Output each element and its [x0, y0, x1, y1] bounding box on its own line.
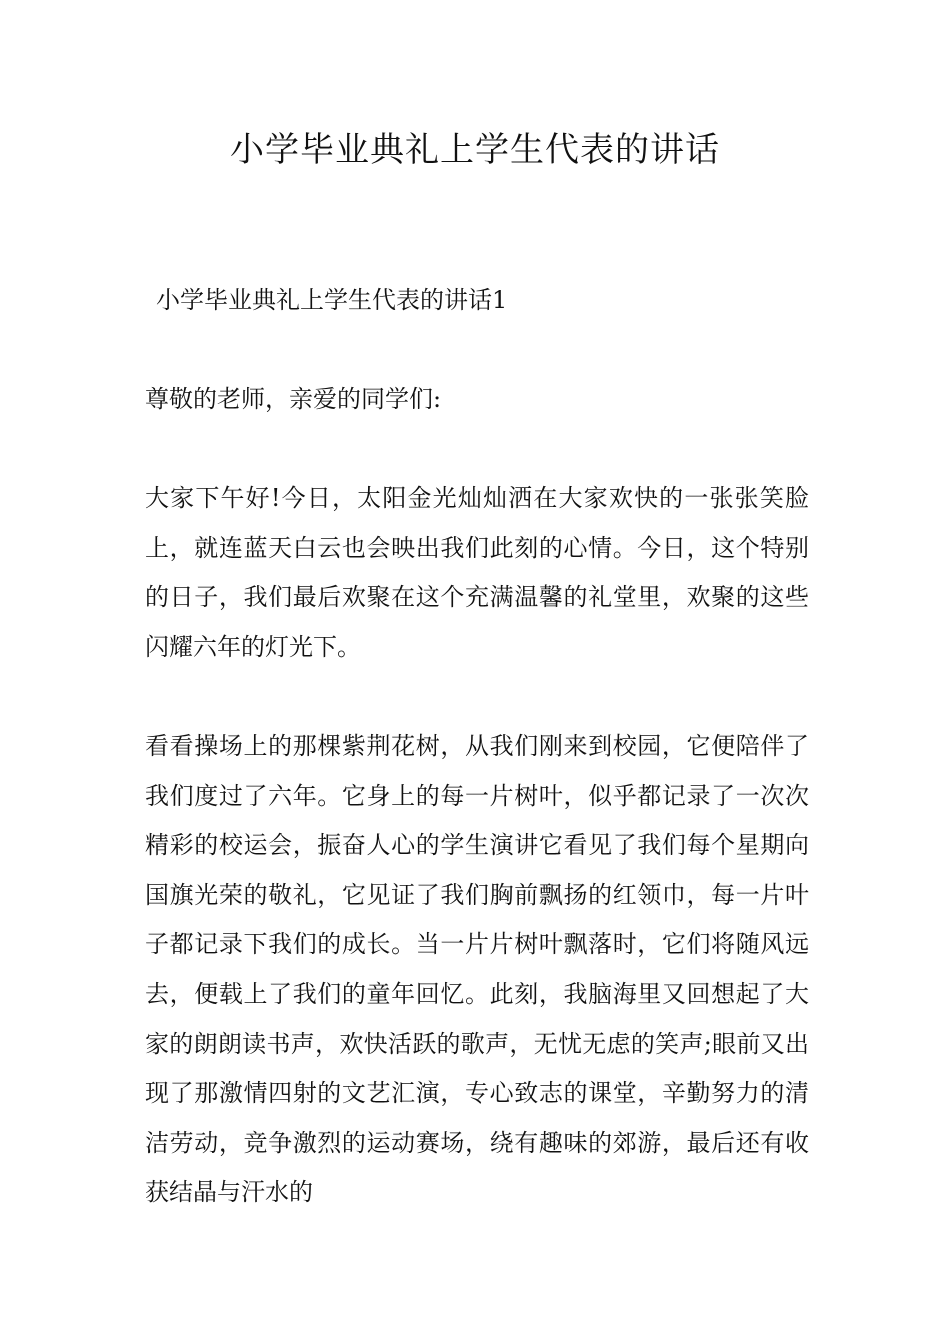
- section-heading: 小学毕业典礼上学生代表的讲话1: [156, 286, 508, 314]
- paragraph-1: 大家下午好!今日，太阳金光灿灿洒在大家欢快的一张张笑脸上，就连蓝天白云也会映出我们此刻的心情。今日，这个特别的日子，我们最后欢聚在这个充满温馨的礼堂里，欢聚的这些闪耀六年的灯光下。: [145, 484, 809, 661]
- paragraph-2: 看看操场上的那棵紫荆花树，从我们刚来到校园，它便陪伴了我们度过了六年。它身上的每一片树叶，似乎都记录了一次次精彩的校运会，振奋人心的学生演讲它看见了我们每个星期向国旗光荣的敬礼，它见证了我们胸前飘扬的红领巾，每一片叶子都记录下我们的成长。当一片片树叶飘落时，它们将随风远去，便载上了我们的童年回忆。此刻，我脑海里又回想起了大家的朗朗读书声，欢快活跃的歌声，无忧无虑的笑声;眼前又出现了那激情四射的文艺汇演，专心致志的课堂，辛勤努力的清洁劳动，竞争激烈的运动赛场，绕有趣味的郊游，最后还有收获结晶与汗水的: [145, 732, 809, 1207]
- salutation: 尊敬的老师，亲爱的同学们:: [145, 385, 442, 413]
- document-title: 小学毕业典礼上学生代表的讲话: [230, 130, 720, 170]
